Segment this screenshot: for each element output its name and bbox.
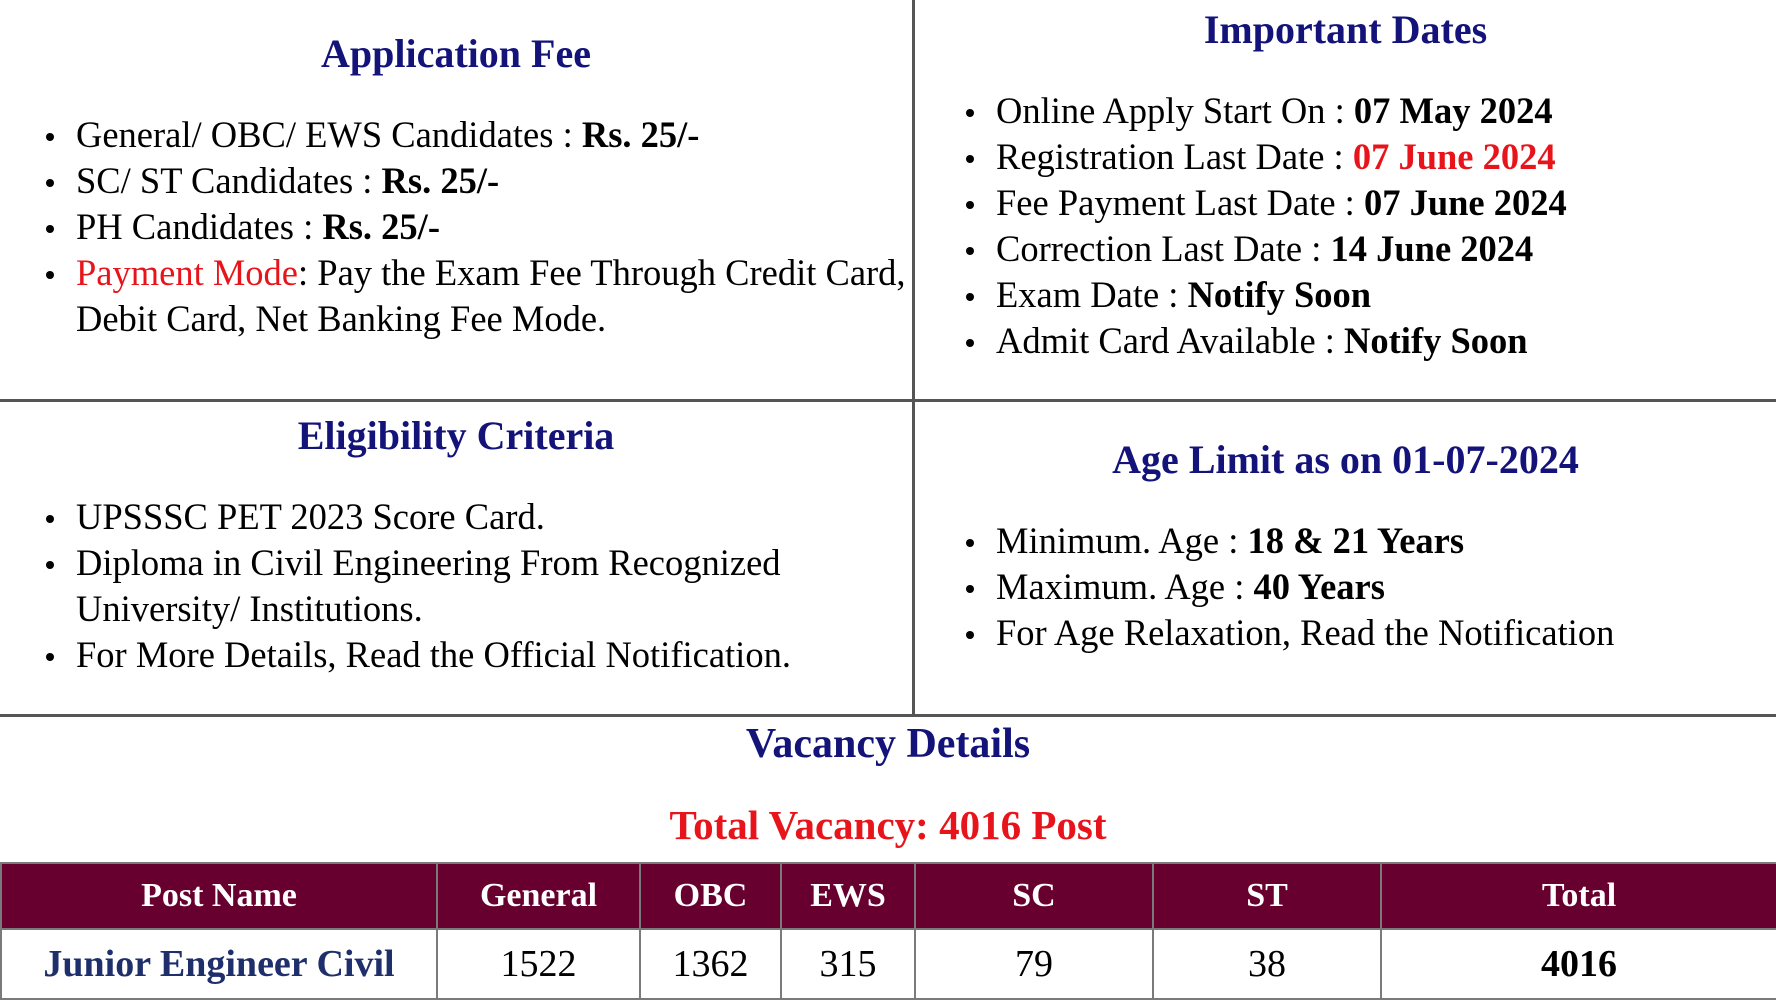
list-item: Online Apply Start On : 07 May 2024 xyxy=(966,88,1772,134)
table-row xyxy=(1,929,1776,999)
list-item: Registration Last Date : 07 June 2024 xyxy=(966,134,1772,180)
column-divider-top xyxy=(912,0,915,716)
list-item: Fee Payment Last Date : 07 June 2024 xyxy=(966,180,1772,226)
application-fee-title: Application Fee xyxy=(321,31,591,76)
vacancy-table xyxy=(0,862,1776,1000)
cell-ews: 315 xyxy=(781,929,915,999)
age-limit-list xyxy=(966,518,1772,656)
age-limit-title: Age Limit as on 01-07-2024 xyxy=(1112,437,1579,482)
list-item: Minimum. Age : 18 & 21 Years xyxy=(966,518,1772,564)
header-st: ST xyxy=(1153,863,1381,929)
cell-st: 38 xyxy=(1153,929,1381,999)
header-post-name: Post Name xyxy=(1,863,437,929)
table-header-row xyxy=(1,863,1776,929)
cell-total: 4016 xyxy=(1381,929,1776,999)
list-item: For Age Relaxation, Read the Notification xyxy=(966,610,1772,656)
row-divider-2 xyxy=(0,714,1776,717)
eligibility-list xyxy=(46,494,886,678)
row-divider-1 xyxy=(0,399,1776,402)
eligibility-title: Eligibility Criteria xyxy=(297,413,615,458)
important-dates-title: Important Dates xyxy=(1203,7,1488,52)
header-total: Total xyxy=(1381,863,1776,929)
list-item: Exam Date : Notify Soon xyxy=(966,272,1772,318)
list-item: Maximum. Age : 40 Years xyxy=(966,564,1772,610)
list-item: Payment Mode: Pay the Exam Fee Through Credit Card, Debit Card, Net Banking Fee Mode. xyxy=(46,250,910,342)
cell-post-name: Junior Engineer Civil xyxy=(1,929,437,999)
application-fee-list xyxy=(46,112,910,342)
cell-sc: 79 xyxy=(915,929,1153,999)
header-ews: EWS xyxy=(781,863,915,929)
list-item: PH Candidates : Rs. 25/- xyxy=(46,204,910,250)
list-item: UPSSSC PET 2023 Score Card. xyxy=(46,494,886,540)
list-item: Admit Card Available : Notify Soon xyxy=(966,318,1772,364)
list-item: For More Details, Read the Official Notification. xyxy=(46,632,886,678)
total-vacancy: Total Vacancy: 4016 Post xyxy=(669,802,1107,848)
important-dates-list xyxy=(966,88,1772,364)
cell-general: 1522 xyxy=(437,929,640,999)
cell-obc: 1362 xyxy=(640,929,781,999)
header-sc: SC xyxy=(915,863,1153,929)
vacancy-title: Vacancy Details xyxy=(745,721,1031,767)
list-item: Diploma in Civil Engineering From Recognized University/ Institutions. xyxy=(46,540,886,632)
list-item: SC/ ST Candidates : Rs. 25/- xyxy=(46,158,910,204)
list-item: General/ OBC/ EWS Candidates : Rs. 25/- xyxy=(46,112,910,158)
header-obc: OBC xyxy=(640,863,781,929)
list-item: Correction Last Date : 14 June 2024 xyxy=(966,226,1772,272)
header-general: General xyxy=(437,863,640,929)
